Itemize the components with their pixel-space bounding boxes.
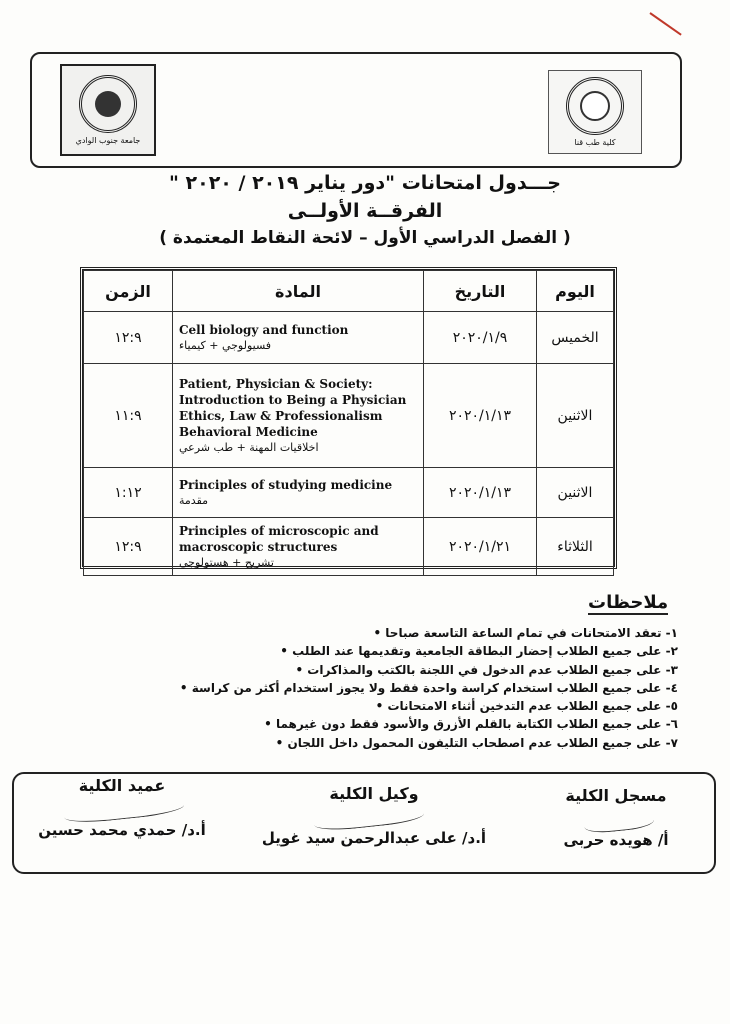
table-row bbox=[84, 468, 614, 518]
signatures-frame bbox=[12, 772, 716, 874]
faculty-emblem-icon bbox=[566, 77, 624, 135]
header-date: التاريخ bbox=[424, 271, 537, 312]
subject-ar: اخلاقيات المهنة + طب شرعي bbox=[179, 440, 319, 454]
row-day: الخميس bbox=[537, 312, 614, 364]
header-frame bbox=[30, 52, 682, 168]
subject-ar: مقدمة bbox=[179, 493, 209, 507]
header-subject: المادة bbox=[173, 271, 424, 312]
row-day: الاثنين bbox=[537, 364, 614, 468]
row-date: ٢٠٢٠/١/٩ bbox=[424, 312, 537, 364]
page-title: جـــدول امتحانات "دور يناير ٢٠١٩ / ٢٠٢٠ " bbox=[169, 172, 561, 194]
row-date: ٢٠٢٠/١/١٣ bbox=[424, 468, 537, 518]
subject-ar: تشريح + هستولوجي bbox=[179, 555, 274, 569]
university-emblem-icon bbox=[79, 75, 137, 133]
subject-en-line: Ethics, Law & Professionalism bbox=[179, 408, 383, 423]
row-subject bbox=[173, 518, 424, 576]
header-day: اليوم bbox=[537, 271, 614, 312]
subject-en-line: Behavioral Medicine bbox=[179, 424, 318, 439]
registrar-role: مسجل الكلية bbox=[565, 786, 667, 805]
table-row bbox=[84, 312, 614, 364]
row-time: ١١:٩ bbox=[84, 364, 173, 468]
row-day: الاثنين bbox=[537, 468, 614, 518]
vice-dean-role: وكيل الكلية bbox=[329, 784, 419, 803]
pen-mark bbox=[649, 12, 681, 35]
notes-list bbox=[118, 624, 678, 752]
row-subject bbox=[173, 312, 424, 364]
subject-en-line: Introduction to Being a Physician bbox=[179, 392, 407, 407]
row-date: ٢٠٢٠/١/٢١ bbox=[424, 518, 537, 576]
exam-schedule-table bbox=[80, 267, 617, 569]
university-logo-caption: جامعة جنوب الوادي bbox=[75, 136, 141, 145]
row-date: ٢٠٢٠/١/١٣ bbox=[424, 364, 537, 468]
subject-en-line: macroscopic structures bbox=[179, 539, 338, 554]
subject-en-line: Principles of microscopic and bbox=[179, 523, 379, 538]
table-header-row bbox=[84, 271, 614, 312]
header-time: الزمن bbox=[84, 271, 173, 312]
notes-heading: ملاحظات bbox=[588, 592, 669, 613]
year-title: الفرقــة الأولــى bbox=[287, 200, 443, 222]
table-row bbox=[84, 364, 614, 468]
note-item: ١- تعقد الامتحانات في تمام الساعة التاسعة صباحا • bbox=[373, 626, 678, 640]
subject-en-line: Patient, Physician & Society: bbox=[179, 376, 373, 391]
dean-role: عميد الكلية bbox=[78, 776, 166, 795]
note-item: ٦- على جميع الطلاب الكتابة بالقلم الأزرق والأسود فقط دون غيرهما • bbox=[264, 717, 678, 732]
note-item: ٥- على جميع الطلاب عدم التدخين أثناء الامتحانات • bbox=[375, 699, 678, 714]
row-time: ١٢:٩ bbox=[84, 312, 173, 364]
subject-en-line: Principles of studying medicine bbox=[179, 477, 393, 492]
row-day: الثلاثاء bbox=[537, 518, 614, 576]
row-subject bbox=[173, 468, 424, 518]
university-logo bbox=[60, 64, 156, 156]
note-item: ٧- على جميع الطلاب عدم اصطحاب التليفون المحمول داخل اللجان • bbox=[275, 735, 678, 750]
row-time: ١٢:٩ bbox=[84, 518, 173, 576]
row-subject bbox=[173, 364, 424, 468]
subject-ar: فسيولوجي + كيمياء bbox=[179, 338, 272, 352]
registrar-name: أ/ هويده حربى bbox=[563, 831, 669, 849]
faculty-logo bbox=[548, 70, 642, 154]
semester-title: ( الفصل الدراسي الأول – لائحة النقاط المعتمدة ) bbox=[159, 228, 571, 248]
dean-name: أ.د/ حمدي محمد حسين bbox=[38, 821, 206, 839]
subject-en-line: Cell biology and function bbox=[179, 322, 349, 337]
table-row bbox=[84, 518, 614, 576]
faculty-logo-caption: كلية طب قنا bbox=[574, 138, 616, 147]
note-item: ٢- على جميع الطلاب إحضار البطاقة الجامعية وتقديمها عند الطلب • bbox=[280, 644, 678, 659]
vice-dean-name: أ.د/ على عبدالرحمن سيد غويل bbox=[261, 829, 487, 847]
note-item: ٤- على جميع الطلاب استخدام كراسة واحدة فقط ولا يجوز استخدام أكثر من كراسة • bbox=[179, 680, 678, 695]
note-item: ٣- على جميع الطلاب عدم الدخول في اللجنة بالكتب والمذاكرات • bbox=[295, 662, 678, 677]
row-time: ١:١٢ bbox=[84, 468, 173, 518]
